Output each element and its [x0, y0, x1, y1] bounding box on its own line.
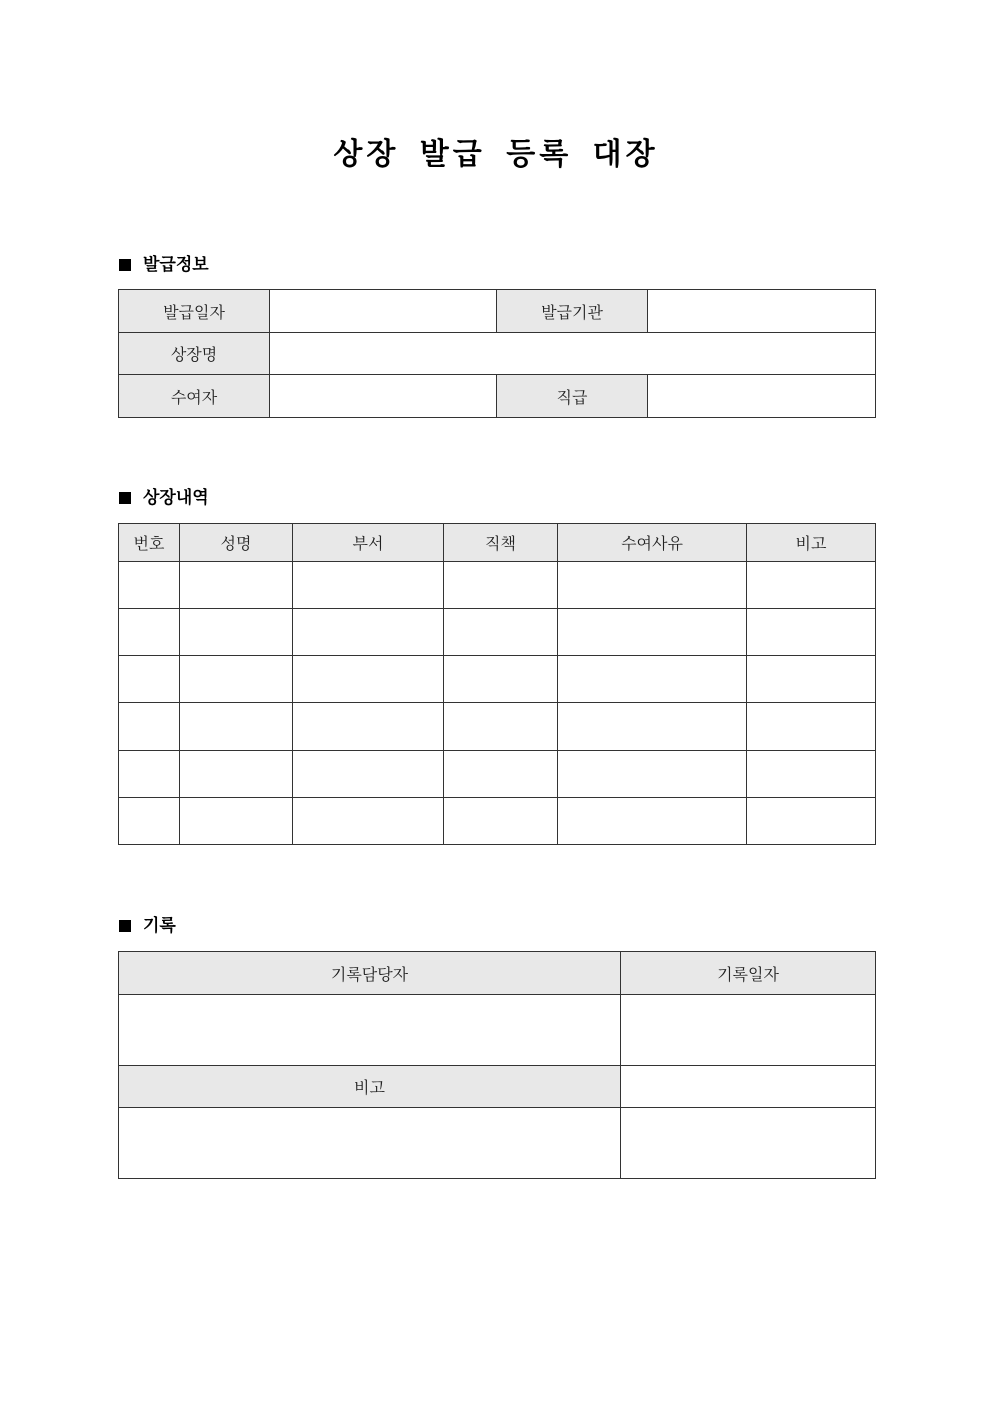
cell-position[interactable]: [444, 798, 558, 845]
notes-field[interactable]: [119, 1108, 621, 1179]
cell-position[interactable]: [444, 703, 558, 751]
cell-number[interactable]: [119, 798, 180, 845]
award-details-table: [118, 523, 876, 845]
cell-name[interactable]: [180, 656, 293, 703]
column-header-position: 직책: [444, 524, 558, 562]
recorder-field[interactable]: [119, 995, 621, 1066]
section-heading-issue-info: [119, 253, 209, 277]
column-header-remarks: 비고: [747, 524, 876, 562]
cell-department[interactable]: [293, 798, 444, 845]
column-header-reason: 수여사유: [558, 524, 747, 562]
cell-department[interactable]: [293, 703, 444, 751]
square-bullet-icon: [119, 259, 131, 271]
column-header-department: 부서: [293, 524, 444, 562]
cell-reason[interactable]: [558, 656, 747, 703]
section-heading-record: [119, 914, 176, 938]
award-name-field[interactable]: [270, 333, 876, 375]
cell-reason[interactable]: [558, 751, 747, 798]
issue-date-label: 발급일자: [119, 290, 270, 333]
column-header-number: 번호: [119, 524, 180, 562]
cell-department[interactable]: [293, 751, 444, 798]
cell-number[interactable]: [119, 609, 180, 656]
cell-position[interactable]: [444, 751, 558, 798]
cell-position[interactable]: [444, 609, 558, 656]
document-title: 상장 발급 등록 대장: [333, 137, 659, 172]
cell-department[interactable]: [293, 656, 444, 703]
issuing-org-field[interactable]: [648, 290, 876, 333]
table-header-row: [119, 952, 876, 995]
issue-date-field[interactable]: [270, 290, 497, 333]
section-heading-label: 상장내역: [143, 488, 209, 508]
table-row: [119, 609, 876, 656]
issuing-org-label: 발급기관: [497, 290, 648, 333]
table-row: [119, 656, 876, 703]
cell-name[interactable]: [180, 798, 293, 845]
cell-number[interactable]: [119, 562, 180, 609]
table-row: [119, 290, 876, 333]
cell-remarks[interactable]: [747, 656, 876, 703]
record-date-field[interactable]: [621, 995, 876, 1066]
cell-remarks[interactable]: [747, 703, 876, 751]
cell-name[interactable]: [180, 751, 293, 798]
table-row: [119, 375, 876, 418]
cell-remarks[interactable]: [747, 562, 876, 609]
table-row: [119, 751, 876, 798]
record-date-label: 기록일자: [621, 952, 876, 995]
rank-label: 직급: [497, 375, 648, 418]
square-bullet-icon: [119, 920, 131, 932]
cell-reason[interactable]: [558, 798, 747, 845]
cell-number[interactable]: [119, 656, 180, 703]
issue-info-table: [118, 289, 876, 418]
record-table: [118, 951, 876, 1179]
square-bullet-icon: [119, 492, 131, 504]
section-heading-label: 기록: [143, 916, 176, 936]
cell-department[interactable]: [293, 609, 444, 656]
cell-reason[interactable]: [558, 609, 747, 656]
cell-remarks[interactable]: [747, 751, 876, 798]
column-header-name: 성명: [180, 524, 293, 562]
table-header-row: [119, 524, 876, 562]
recorder-label: 기록담당자: [119, 952, 621, 995]
table-row: [119, 995, 876, 1066]
table-row: [119, 333, 876, 375]
table-row: [119, 798, 876, 845]
cell-number[interactable]: [119, 703, 180, 751]
cell-remarks[interactable]: [747, 798, 876, 845]
cell-department[interactable]: [293, 562, 444, 609]
recipient-label: 수여자: [119, 375, 270, 418]
cell-name[interactable]: [180, 609, 293, 656]
cell-number[interactable]: [119, 751, 180, 798]
notes-extra-field[interactable]: [621, 1108, 876, 1179]
cell-name[interactable]: [180, 703, 293, 751]
table-row: [119, 1066, 876, 1108]
rank-field[interactable]: [648, 375, 876, 418]
cell-position[interactable]: [444, 656, 558, 703]
section-heading-award-details: [119, 486, 209, 510]
cell-reason[interactable]: [558, 703, 747, 751]
cell-position[interactable]: [444, 562, 558, 609]
table-row: [119, 562, 876, 609]
notes-side-field[interactable]: [621, 1066, 876, 1108]
notes-label: 비고: [119, 1066, 621, 1108]
cell-remarks[interactable]: [747, 609, 876, 656]
cell-reason[interactable]: [558, 562, 747, 609]
section-heading-label: 발급정보: [143, 255, 209, 275]
table-row: [119, 703, 876, 751]
recipient-field[interactable]: [270, 375, 497, 418]
award-name-label: 상장명: [119, 333, 270, 375]
table-row: [119, 1108, 876, 1179]
cell-name[interactable]: [180, 562, 293, 609]
